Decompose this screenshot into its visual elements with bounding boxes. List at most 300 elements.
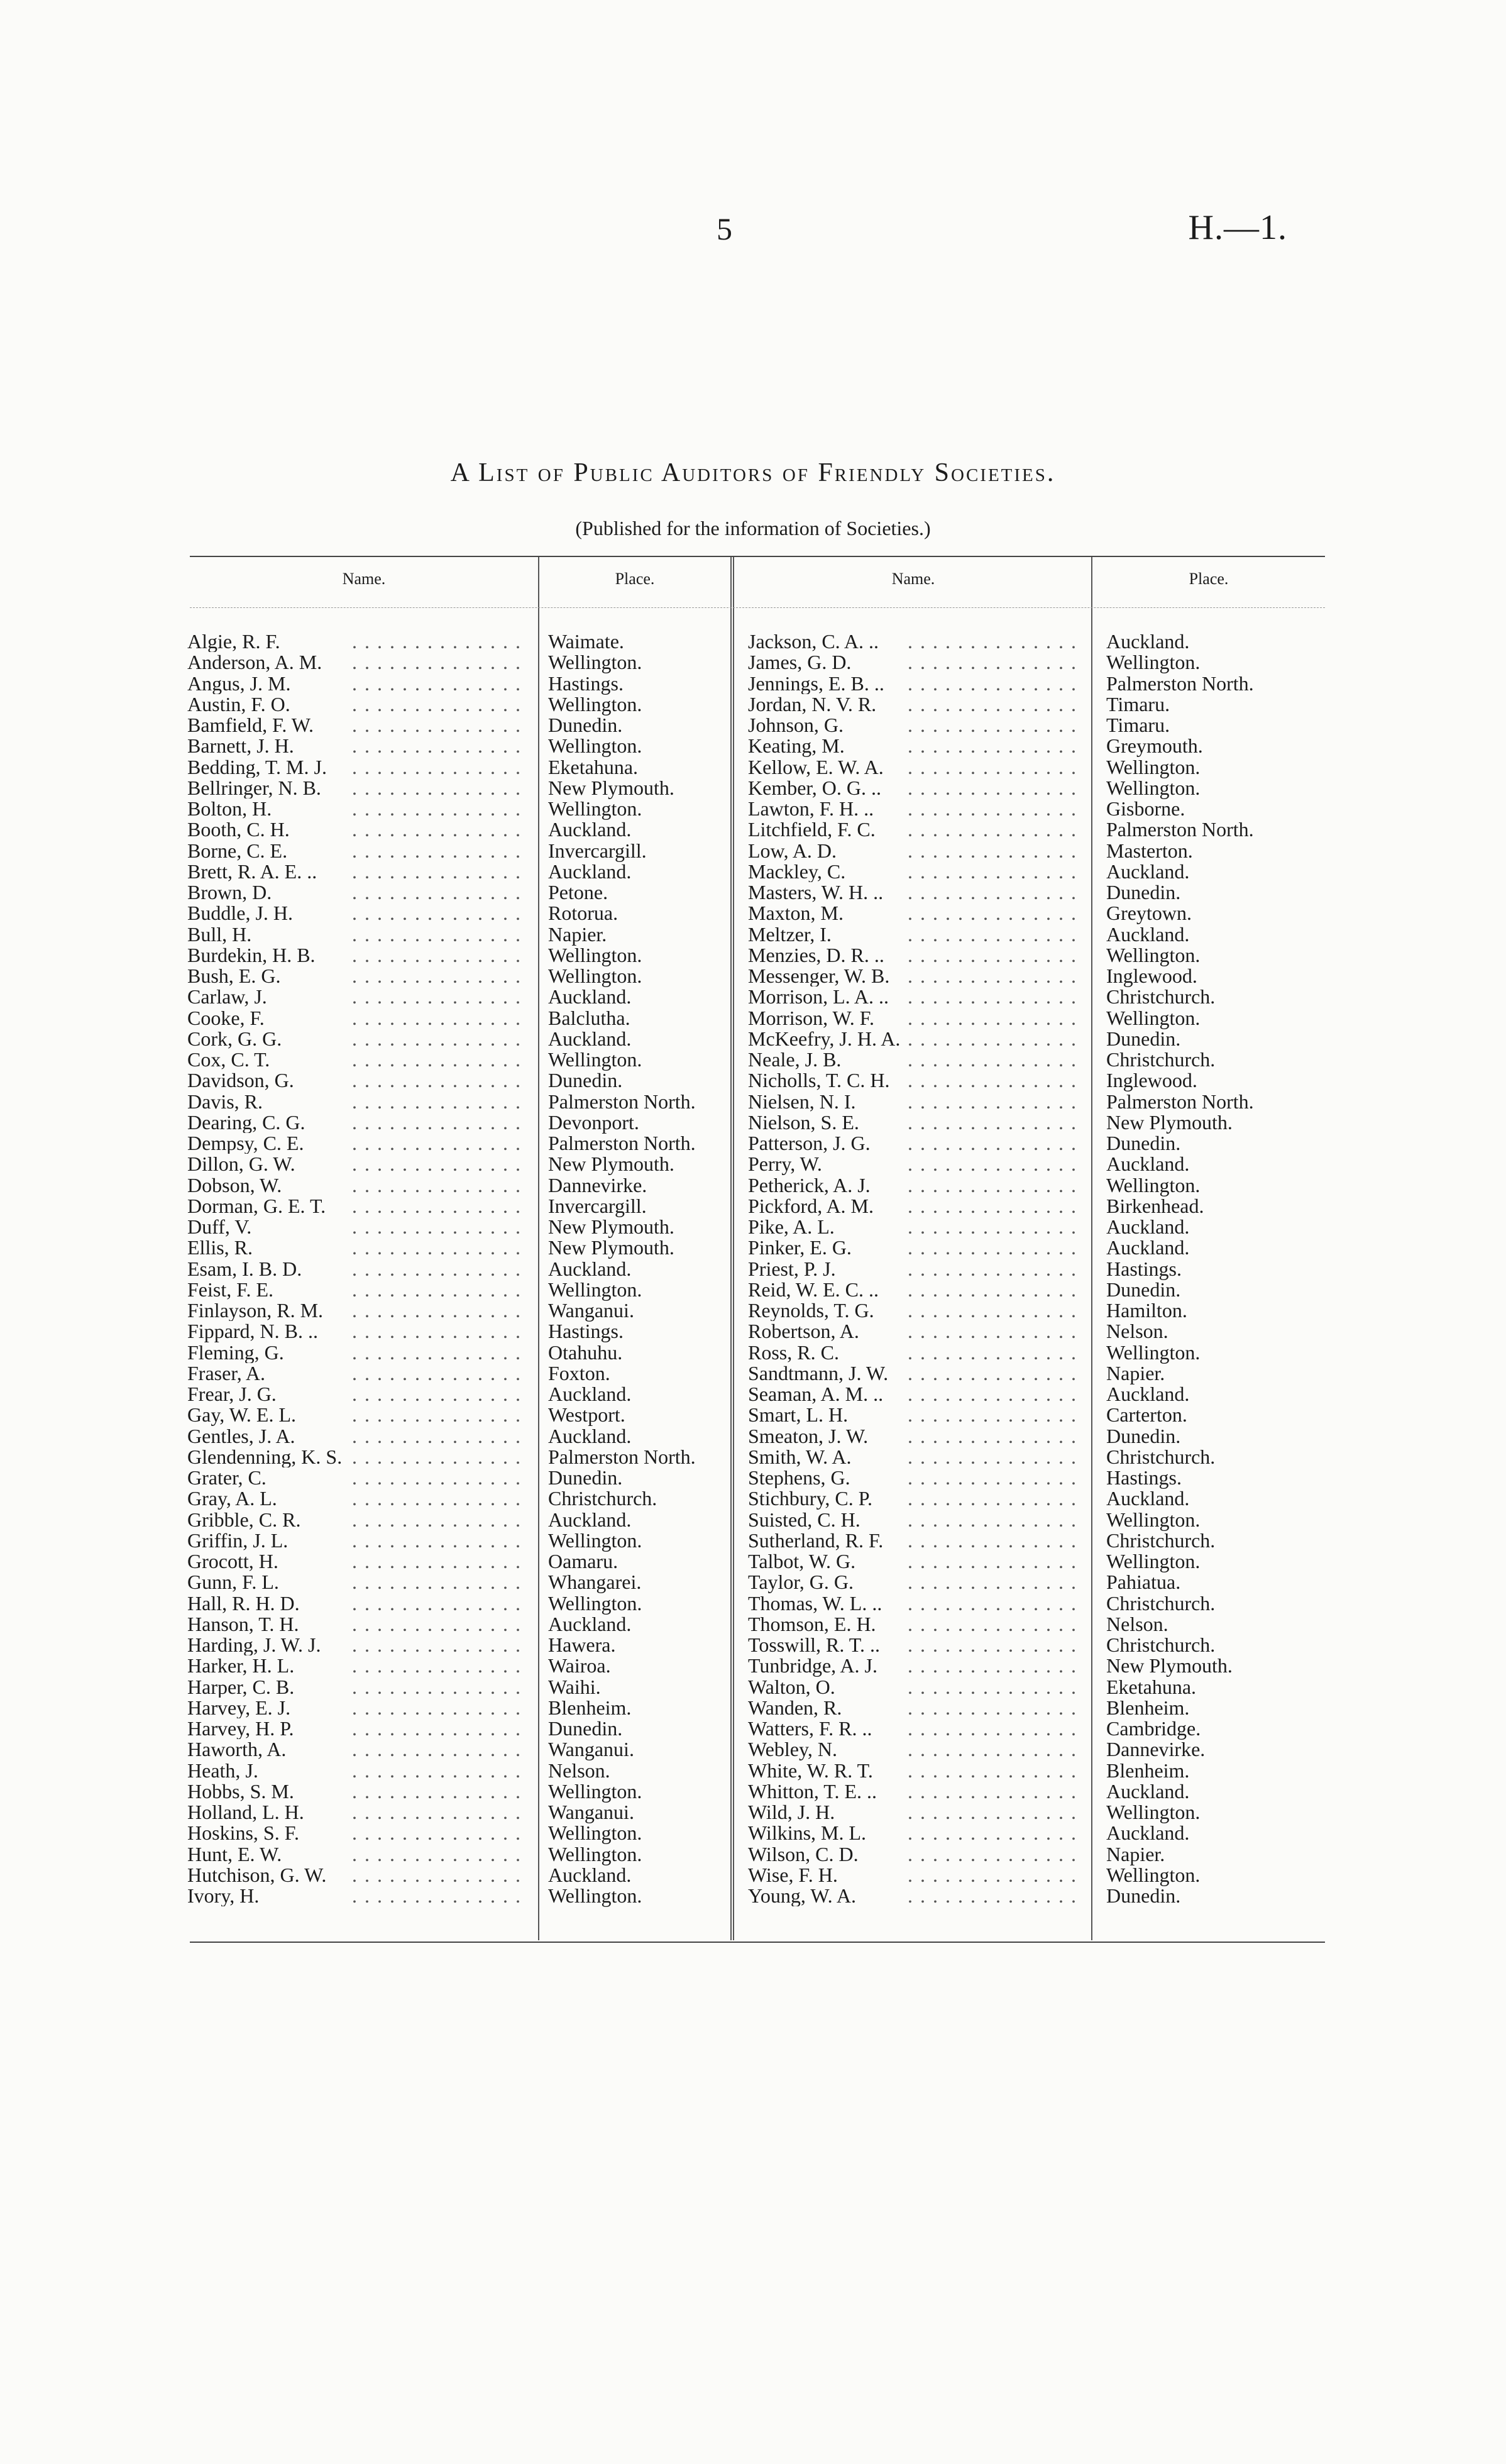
auditor-place: Auckland. — [1106, 1215, 1190, 1238]
auditor-name: Griffin, J. L. — [187, 1530, 293, 1551]
auditor-name-row — [748, 1865, 1081, 1886]
auditor-place: Auckland. — [1106, 922, 1190, 946]
auditor-place: Dunedin. — [1106, 1132, 1181, 1154]
auditor-place-row — [1106, 966, 1320, 986]
auditor-place-row — [548, 1154, 730, 1174]
auditor-place-row — [1106, 1133, 1320, 1154]
auditor-name: Reynolds, T. G. — [748, 1300, 879, 1321]
auditor-name-row — [187, 1405, 525, 1425]
auditor-name-row — [187, 1008, 525, 1029]
auditor-name: Pike, A. L. — [748, 1217, 840, 1237]
auditor-name-row — [748, 819, 1081, 840]
auditor-place: Auckland. — [548, 1612, 632, 1635]
auditor-name-row — [187, 1635, 525, 1655]
auditor-name-row — [187, 1614, 525, 1635]
auditor-name: Menzies, D. R. .. — [748, 945, 889, 966]
auditor-name: Tosswill, R. T. .. — [748, 1635, 885, 1655]
auditor-place-row — [548, 1405, 730, 1425]
auditor-name-row — [187, 1865, 525, 1886]
auditor-name: Heath, J. — [187, 1760, 263, 1781]
auditor-place: Invercargill. — [548, 839, 647, 862]
auditor-name: Wilkins, M. L. — [748, 1823, 871, 1843]
auditor-place-row — [548, 1217, 730, 1237]
auditor-place-row — [548, 882, 730, 903]
auditor-name-row — [748, 924, 1081, 945]
auditor-place-row — [1106, 1279, 1320, 1300]
auditor-name: Gay, W. E. L. — [187, 1405, 301, 1425]
auditor-place-row — [548, 673, 730, 694]
auditor-name-row — [187, 1426, 525, 1447]
auditor-name: Glendenning, K. S. — [187, 1447, 347, 1467]
auditor-place-row — [1106, 1091, 1320, 1112]
auditor-place-row — [1106, 1865, 1320, 1886]
auditor-name: Kellow, E. W. A. — [748, 757, 889, 778]
auditor-place: Birkenhead. — [1106, 1194, 1204, 1217]
auditor-name-row — [187, 1049, 525, 1070]
auditor-name: Cox, C. T. — [187, 1049, 275, 1070]
auditor-name: Grocott, H. — [187, 1551, 283, 1572]
auditor-place-row — [1106, 715, 1320, 736]
auditor-name: Tunbridge, A. J. — [748, 1655, 882, 1676]
auditor-name-row — [748, 1426, 1081, 1447]
auditor-name-row — [748, 673, 1081, 694]
auditor-place-row — [548, 1844, 730, 1865]
auditor-place-row — [548, 1655, 730, 1676]
auditor-place: New Plymouth. — [1106, 1654, 1233, 1677]
auditor-place: Dunedin. — [548, 1717, 623, 1740]
auditor-place-row — [1106, 924, 1320, 945]
auditor-name-row — [187, 861, 525, 882]
auditor-name-row — [187, 1781, 525, 1802]
auditor-place-row — [548, 924, 730, 945]
auditor-place: Napier. — [1106, 1361, 1165, 1384]
auditor-place: Wellington. — [548, 734, 642, 758]
column-header-name: Name. — [342, 570, 386, 588]
auditor-place-row — [1106, 1844, 1320, 1865]
auditor-name-row — [748, 1447, 1081, 1467]
auditor-place-row — [1106, 1698, 1320, 1718]
auditor-name-row — [748, 945, 1081, 966]
auditor-place-row — [1106, 1635, 1320, 1655]
auditor-name-row — [187, 1133, 525, 1154]
auditor-name: Stichbury, C. P. — [748, 1488, 877, 1509]
auditor-place: Foxton. — [548, 1361, 610, 1384]
auditor-name-row — [187, 1593, 525, 1614]
auditor-name-row — [748, 1802, 1081, 1823]
auditor-name-row — [748, 986, 1081, 1007]
auditor-name-row — [187, 1823, 525, 1843]
auditor-name: Meltzer, I. — [748, 924, 837, 945]
auditor-place: New Plymouth. — [548, 776, 674, 799]
auditor-name-row — [748, 1781, 1081, 1802]
auditor-name: Gunn, F. L. — [187, 1572, 284, 1593]
auditor-name: Fippard, N. B. .. — [187, 1321, 323, 1342]
auditor-name: Young, W. A. — [748, 1886, 861, 1906]
auditor-place: Auckland. — [548, 1383, 632, 1405]
auditor-name: Smart, L. H. — [748, 1405, 853, 1425]
auditor-name: Petherick, A. J. — [748, 1175, 876, 1196]
auditor-place: Wellington. — [1106, 1006, 1201, 1029]
auditor-name: Bedding, T. M. J. — [187, 757, 332, 778]
auditor-name-row — [748, 1300, 1081, 1321]
auditor-name-row — [187, 1217, 525, 1237]
auditor-name: Priest, P. J. — [748, 1259, 841, 1279]
auditor-place-row — [1106, 903, 1320, 924]
auditor-place-row — [1106, 1718, 1320, 1739]
auditor-place-row — [1106, 1823, 1320, 1843]
auditor-name-row — [748, 1154, 1081, 1174]
auditor-place-row — [548, 1259, 730, 1279]
auditor-place-row — [548, 1049, 730, 1070]
auditor-place-row — [1106, 631, 1320, 652]
auditor-name: Litchfield, F. C. — [748, 819, 881, 840]
auditor-name: Maxton, M. — [748, 903, 849, 924]
auditor-name-row — [187, 757, 525, 778]
auditor-name: Low, A. D. — [748, 841, 842, 861]
auditor-place-row — [1106, 1342, 1320, 1363]
auditor-place: Otahuhu. — [548, 1340, 623, 1364]
auditor-name: Dearing, C. G. — [187, 1112, 311, 1133]
auditor-place: Auckland. — [1106, 1487, 1190, 1510]
auditor-place-row — [1106, 1886, 1320, 1906]
auditor-place-row — [1106, 1384, 1320, 1405]
auditor-place: Hawera. — [548, 1633, 616, 1656]
auditor-place-row — [1106, 1154, 1320, 1174]
auditor-name-row — [748, 1488, 1081, 1509]
auditor-place: Auckland. — [1106, 630, 1190, 653]
auditor-name: Keating, M. — [748, 736, 850, 756]
auditor-name: Bull, H. — [187, 924, 256, 945]
auditor-place: Wellington. — [1106, 1173, 1201, 1196]
auditor-name-row — [187, 945, 525, 966]
auditor-place: Wellington. — [1106, 1801, 1201, 1823]
auditor-name: Jennings, E. B. .. — [748, 673, 889, 694]
auditor-name: Thomas, W. L. .. — [748, 1593, 887, 1614]
auditor-name: Walton, O. — [748, 1677, 840, 1698]
auditor-place: Wellington. — [548, 651, 642, 674]
auditor-place: Timaru. — [1106, 692, 1170, 715]
auditor-place: Palmerston North. — [548, 1132, 696, 1154]
auditor-name-row — [748, 778, 1081, 798]
auditor-name-row — [748, 1259, 1081, 1279]
auditor-place-row — [1106, 1447, 1320, 1467]
page-title — [0, 458, 1506, 488]
auditor-name-row — [748, 1133, 1081, 1154]
column-divider — [1091, 557, 1092, 1940]
auditor-place: Wellington. — [548, 1048, 642, 1071]
auditor-place-row — [1106, 798, 1320, 819]
auditor-name: Brown, D. — [187, 882, 277, 903]
auditor-name: Finlayson, R. M. — [187, 1300, 328, 1321]
auditor-name-row — [748, 1614, 1081, 1635]
auditor-name-row — [748, 1698, 1081, 1718]
auditor-place: Dunedin. — [548, 1466, 623, 1489]
auditor-name: Burdekin, H. B. — [187, 945, 321, 966]
page-subtitle: (Published for the information of Societies.) — [575, 517, 931, 539]
auditor-place: Whangarei. — [548, 1571, 642, 1594]
auditor-place: Palmerston North. — [1106, 1090, 1254, 1113]
auditor-name-row — [748, 1237, 1081, 1258]
auditor-name: Messenger, W. B. — [748, 966, 894, 986]
auditor-name-row — [187, 1175, 525, 1196]
auditor-name: Sandtmann, J. W. — [748, 1363, 893, 1384]
auditor-place: Wellington. — [548, 1591, 642, 1615]
auditor-place-row — [1106, 673, 1320, 694]
auditor-place-row — [548, 631, 730, 652]
auditor-name: Angus, J. M. — [187, 673, 295, 694]
auditor-place-row — [548, 652, 730, 673]
auditor-name: Barnett, J. H. — [187, 736, 299, 756]
auditor-place-row — [548, 1781, 730, 1802]
auditor-name: Davis, R. — [187, 1091, 268, 1112]
auditor-name: Hoskins, S. F. — [187, 1823, 304, 1843]
auditor-place: Christchurch. — [1106, 1633, 1216, 1656]
auditor-place: Palmerston North. — [1106, 671, 1254, 695]
auditor-place-row — [1106, 1739, 1320, 1760]
auditor-place-row — [1106, 1259, 1320, 1279]
auditor-place: Hastings. — [1106, 1466, 1182, 1489]
auditor-place: Auckland. — [548, 1027, 632, 1050]
auditor-place: Palmerston North. — [548, 1445, 696, 1468]
auditor-place-row — [548, 1029, 730, 1049]
auditor-name-row — [748, 1091, 1081, 1112]
auditor-place: Masterton. — [1106, 839, 1193, 862]
auditor-place-row — [548, 1363, 730, 1384]
auditor-place-row — [548, 841, 730, 861]
auditor-place: Auckland. — [548, 818, 632, 841]
auditor-place-row — [548, 694, 730, 715]
auditor-place-row — [548, 1635, 730, 1655]
auditor-place: Blenheim. — [548, 1696, 632, 1719]
auditor-place: Westport. — [548, 1403, 625, 1427]
auditor-name: Harker, H. L. — [187, 1655, 299, 1676]
auditor-name-row — [187, 1677, 525, 1698]
auditor-place: New Plymouth. — [548, 1152, 674, 1176]
auditor-name: Nielson, S. E. — [748, 1112, 864, 1133]
auditor-name: Borne, C. E. — [187, 841, 292, 861]
auditor-place: Invercargill. — [548, 1194, 647, 1217]
auditor-place-row — [1106, 1217, 1320, 1237]
auditor-place: Palmerston North. — [1106, 818, 1254, 841]
auditor-place: Hamilton. — [1106, 1299, 1187, 1322]
auditor-place-row — [1106, 1488, 1320, 1509]
auditor-place: Gisborne. — [1106, 797, 1185, 820]
auditor-place: Wellington. — [1106, 1863, 1201, 1886]
auditor-name: Nielsen, N. I. — [748, 1091, 861, 1112]
auditor-name-row — [748, 966, 1081, 986]
auditor-place: Waihi. — [548, 1675, 601, 1698]
auditor-place: Dannevirke. — [548, 1173, 647, 1196]
auditor-place-row — [548, 1593, 730, 1614]
auditor-place: Wairoa. — [548, 1654, 611, 1677]
auditor-place-row — [1106, 1405, 1320, 1425]
auditor-name: Masters, W. H. .. — [748, 882, 888, 903]
auditor-name-row — [187, 1029, 525, 1049]
auditor-place: Rotorua. — [548, 902, 618, 925]
auditor-name-row — [187, 778, 525, 798]
auditor-name: Bolton, H. — [187, 798, 277, 819]
auditor-name: Suisted, C. H. — [748, 1510, 866, 1530]
auditor-place: Dunedin. — [1106, 1278, 1181, 1301]
auditor-name-row — [748, 1844, 1081, 1865]
auditor-name-row — [187, 736, 525, 756]
auditor-place-row — [548, 1384, 730, 1405]
auditor-place-row — [548, 1530, 730, 1551]
left-name-column — [187, 631, 525, 1906]
auditor-place: Eketahuna. — [1106, 1675, 1197, 1698]
auditor-name: Cork, G. G. — [187, 1029, 287, 1049]
auditor-name-row — [748, 1572, 1081, 1593]
auditor-place: Nelson. — [1106, 1320, 1168, 1343]
auditor-place-row — [548, 1510, 730, 1530]
auditor-place: Wellington. — [548, 1842, 642, 1865]
auditor-name: Watters, F. R. .. — [748, 1718, 877, 1739]
auditor-name: Holland, L. H. — [187, 1802, 309, 1823]
right-name-column — [748, 631, 1081, 1906]
auditor-name-row — [187, 1070, 525, 1091]
auditor-name: Jackson, C. A. .. — [748, 631, 884, 652]
auditor-name-row — [748, 1739, 1081, 1760]
auditor-name-row — [187, 1655, 525, 1676]
auditor-place: Dunedin. — [548, 714, 623, 736]
auditor-name: Gentles, J. A. — [187, 1426, 300, 1447]
auditor-place: Napier. — [1106, 1842, 1165, 1865]
auditor-place-row — [1106, 1510, 1320, 1530]
auditor-place: Dunedin. — [1106, 1424, 1181, 1447]
auditor-place: Dannevirke. — [1106, 1738, 1206, 1761]
auditor-place: Napier. — [548, 922, 607, 946]
auditor-place-row — [548, 1572, 730, 1593]
auditor-place-row — [548, 819, 730, 840]
auditor-place-row — [1106, 757, 1320, 778]
auditor-place-row — [1106, 1070, 1320, 1091]
auditor-name: Sutherland, R. F. — [748, 1530, 888, 1551]
auditor-name-row — [748, 1551, 1081, 1572]
auditor-name-row — [748, 1008, 1081, 1029]
auditor-name-row — [748, 1718, 1081, 1739]
auditor-place: Petone. — [548, 881, 608, 903]
auditor-place: Waimate. — [548, 630, 624, 653]
auditor-name: Wilson, C. D. — [748, 1844, 864, 1865]
auditor-place-row — [1106, 1196, 1320, 1217]
auditor-name: Davidson, G. — [187, 1070, 299, 1091]
auditor-name: White, W. R. T. — [748, 1760, 878, 1781]
auditor-place-row — [548, 1677, 730, 1698]
auditor-place-row — [548, 1467, 730, 1488]
auditor-place-row — [1106, 1112, 1320, 1133]
auditor-name: Hanson, T. H. — [187, 1614, 304, 1635]
auditor-place-row — [1106, 1781, 1320, 1802]
auditor-place-row — [548, 1091, 730, 1112]
auditor-name: Ivory, H. — [187, 1886, 264, 1906]
auditor-place: Pahiatua. — [1106, 1571, 1181, 1594]
auditor-place-row — [548, 1342, 730, 1363]
auditor-place: Auckland. — [548, 1257, 632, 1280]
auditor-place: Wellington. — [1106, 1508, 1201, 1531]
auditor-name-row — [748, 1029, 1081, 1049]
auditor-name-row — [748, 694, 1081, 715]
auditor-name: Nicholls, T. C. H. — [748, 1070, 894, 1091]
auditor-name-row — [187, 819, 525, 840]
auditor-name-row — [187, 1279, 525, 1300]
auditor-name: Frear, J. G. — [187, 1384, 282, 1405]
auditor-name: Thomson, E. H. — [748, 1614, 881, 1635]
auditor-name: Bellringer, N. B. — [187, 778, 326, 798]
title-text: List of Public Auditors of Friendly Societies. — [478, 458, 1056, 487]
auditor-place: Blenheim. — [1106, 1696, 1190, 1719]
auditor-place: Wellington. — [548, 964, 642, 987]
auditor-place-row — [548, 1133, 730, 1154]
auditor-place-row — [1106, 882, 1320, 903]
auditor-name: Hall, R. H. D. — [187, 1593, 305, 1614]
auditor-place-row — [1106, 841, 1320, 861]
auditor-name-row — [748, 1655, 1081, 1676]
auditor-place: Wellington. — [548, 797, 642, 820]
auditor-name-row — [187, 1112, 525, 1133]
auditor-name: Smeaton, J. W. — [748, 1426, 873, 1447]
page-number: 5 — [717, 211, 732, 246]
auditor-place: Dunedin. — [1106, 881, 1181, 903]
auditor-place: Auckland. — [1106, 1236, 1190, 1259]
auditor-place-row — [548, 1614, 730, 1635]
auditor-place-row — [548, 1551, 730, 1572]
auditor-name-row — [748, 1112, 1081, 1133]
auditor-name-row — [187, 694, 525, 715]
auditor-name-row — [748, 652, 1081, 673]
auditor-name-row — [187, 1488, 525, 1509]
auditor-place: New Plymouth. — [1106, 1110, 1233, 1134]
column-header-place: Place. — [1189, 570, 1229, 588]
auditor-place-row — [1106, 1049, 1320, 1070]
auditor-place: Devonport. — [548, 1110, 639, 1134]
auditor-place-row — [1106, 1029, 1320, 1049]
auditor-place: Hastings. — [1106, 1257, 1182, 1280]
auditor-name: Austin, F. O. — [187, 694, 295, 715]
auditor-name: Brett, R. A. E. .. — [187, 861, 322, 882]
auditor-place: Wellington. — [1106, 1550, 1201, 1572]
auditor-name: Morrison, W. F. — [748, 1008, 879, 1029]
document-code: H.—1. — [1188, 208, 1287, 247]
auditor-name: Morrison, L. A. .. — [748, 986, 894, 1007]
auditor-place-row — [548, 1300, 730, 1321]
auditor-place: Christchurch. — [1106, 1528, 1216, 1552]
auditor-name: Hutchison, G. W. — [187, 1865, 331, 1886]
auditor-name: Harvey, E. J. — [187, 1698, 295, 1718]
auditor-place-row — [548, 736, 730, 756]
auditor-place: Christchurch. — [1106, 1445, 1216, 1468]
auditor-name: Dillon, G. W. — [187, 1154, 300, 1174]
auditor-name-row — [748, 1049, 1081, 1070]
auditor-name-row — [187, 652, 525, 673]
auditor-name: Cooke, F. — [187, 1008, 270, 1029]
auditor-name: Patterson, J. G. — [748, 1133, 876, 1154]
auditor-place: Christchurch. — [1106, 1048, 1216, 1071]
auditor-name-row — [187, 1760, 525, 1781]
auditor-name: Wise, F. H. — [748, 1865, 843, 1886]
auditor-place-row — [548, 1823, 730, 1843]
table-bottom-rule — [190, 1942, 1325, 1943]
auditor-name-row — [748, 1823, 1081, 1843]
auditor-place-row — [1106, 1008, 1320, 1029]
auditor-place-row — [1106, 819, 1320, 840]
auditor-place: Palmerston North. — [548, 1090, 696, 1113]
auditor-place-row — [1106, 1530, 1320, 1551]
auditor-place: Wellington. — [548, 943, 642, 966]
title-article: A — [450, 458, 470, 487]
auditor-place: Wellington. — [1106, 1340, 1201, 1364]
auditor-place-row — [548, 1196, 730, 1217]
auditor-place-row — [548, 1175, 730, 1196]
